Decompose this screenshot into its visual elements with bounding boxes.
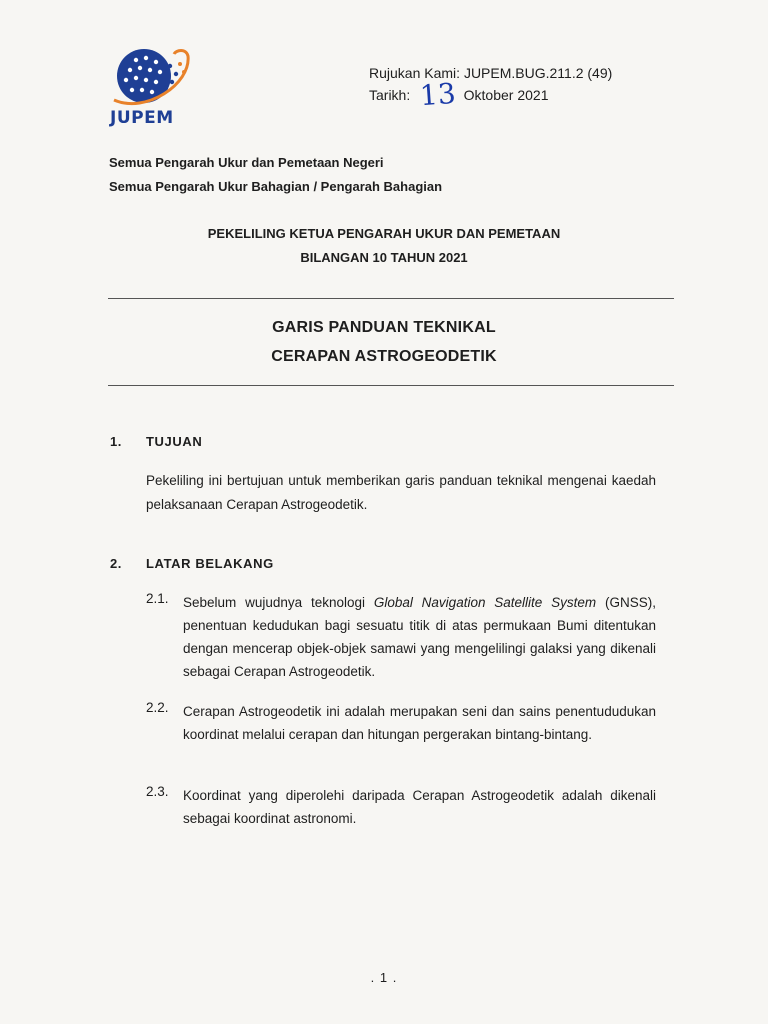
text-run: Sebelum wujudnya teknologi (183, 595, 374, 610)
reference-value: JUPEM.BUG.211.2 (49) (463, 65, 613, 81)
subsection-paragraph: Cerapan Astrogeodetik ini adalah merupakan seni dan sains penentududukan koordinat melalui cerapan dan hitungan pergerakan bintang-bintang. (183, 704, 656, 742)
date-label: Tarikh: (369, 87, 411, 103)
recipient-line: Semua Pengarah Ukur Bahagian / Pengarah Bahagian (109, 179, 443, 194)
reference-label: Rujukan Kami: (369, 65, 461, 81)
page-number: . 1 . (370, 970, 398, 985)
document-title (0, 313, 768, 371)
handwritten-day: 13 (418, 76, 457, 113)
circular-heading (0, 222, 768, 270)
recipients (109, 151, 442, 199)
italic-term: Global Navigation Satellite System (373, 595, 597, 610)
subsection-number: 2.1. (146, 591, 169, 606)
top-divider (108, 298, 674, 299)
subsection-number: 2.3. (146, 784, 169, 799)
title-line: GARIS PANDUAN TEKNIKAL (272, 319, 496, 336)
section-heading: TUJUAN (146, 434, 203, 449)
bottom-divider (108, 385, 674, 386)
circular-title: PEKELILING KETUA PENGARAH UKUR DAN PEMETAAN (207, 226, 561, 241)
logo-wordmark: JUPEM (110, 108, 174, 128)
circular-number: BILANGAN 10 TAHUN 2021 (300, 250, 468, 265)
section-number: 1. (110, 434, 122, 449)
reference-block (369, 62, 613, 113)
globe-icon (106, 44, 206, 110)
date-line (369, 76, 612, 113)
text-run: (GNSS), penentuan kedudukan bagi sesuatu titik di atas permukaan Bumi ditentukan dengan mencerap objek-objek samawi yang mengelilingi galaksi yang dikenali sebagai Cerapan Astrogeodetik. (183, 595, 656, 679)
subsection-number: 2.2. (146, 700, 169, 715)
section-paragraph: Pekeliling ini bertujuan untuk memberikan garis panduan teknikal mengenai kaedah pelaksanaan Cerapan Astrogeodetik. (146, 473, 656, 512)
section-heading: LATAR BELAKANG (146, 556, 274, 571)
jupem-logo (106, 44, 206, 134)
title-line: CERAPAN ASTROGEODETIK (271, 348, 497, 365)
recipient-line: Semua Pengarah Ukur dan Pemetaan Negeri (109, 155, 384, 170)
date-month-year: Oktober 2021 (463, 87, 549, 103)
reference-line (369, 62, 612, 84)
subsection-paragraph (183, 591, 656, 683)
subsection-paragraph: Koordinat yang diperolehi daripada Cerapan Astrogeodetik adalah dikenali sebagai koordinat astronomi. (183, 788, 656, 826)
section-number: 2. (110, 556, 122, 571)
